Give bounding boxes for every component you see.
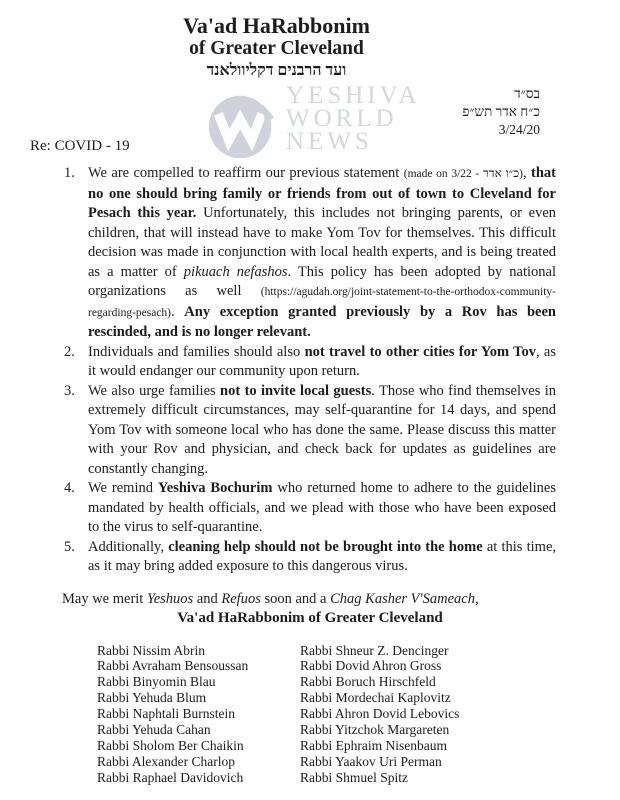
text-segment: Yeshuos xyxy=(146,590,194,607)
signatory-name: Rabbi Alexander Charlop xyxy=(97,753,235,769)
item-text xyxy=(88,479,556,538)
signatories-left xyxy=(97,643,300,786)
signatory-name: Rabbi Boruch Hirschfeld xyxy=(300,674,436,690)
item-number: 1. xyxy=(64,165,75,181)
text-segment: cleaning help should not be brought into the home xyxy=(168,538,483,555)
date-block xyxy=(462,85,540,139)
text-segment: May we merit xyxy=(62,590,147,607)
text-segment: כ״ו אדר xyxy=(482,166,520,180)
signatory-name: Rabbi Avraham Bensoussan xyxy=(97,658,249,674)
signatory-name: Rabbi Shneur Z. Dencinger xyxy=(300,642,449,658)
text-segment: soon and a xyxy=(260,590,331,607)
text-segment: Chag Kasher V'Sameach xyxy=(330,590,475,607)
item-text xyxy=(88,164,556,343)
signatory-name: Rabbi Yitzchok Margareten xyxy=(300,722,450,738)
signatory-name: Rabbi Dovid Ahron Gross xyxy=(300,658,442,674)
page-subtitle: of Greater Cleveland xyxy=(189,38,364,59)
signatory-name: Rabbi Sholom Ber Chaikin xyxy=(97,737,244,753)
signatories-columns xyxy=(97,643,620,786)
item-text xyxy=(88,343,556,382)
text-segment: . xyxy=(171,303,185,320)
text-segment: not travel to other cities for Yom Tov xyxy=(304,343,536,360)
text-segment: Individuals and families should also xyxy=(88,343,305,360)
watermark-line-1: YESHIVA xyxy=(286,82,421,109)
text-segment: pikuach nefashos xyxy=(183,263,288,280)
text-segment: not to invite local guests xyxy=(220,382,372,399)
gregorian-date: 3/24/20 xyxy=(498,122,540,137)
text-segment: at this time, as it may bring added exposure to this dangerous virus. xyxy=(88,538,557,574)
signature-line: Va'ad HaRabbonim of Greater Cleveland xyxy=(177,609,443,626)
text-segment: who returned home to adhere to the guidelines mandated by health officials, and we plead with those who have been exposed to the virus to self-quarantine. xyxy=(88,480,556,535)
page-title: Va'ad HaRabbonim xyxy=(183,13,370,38)
list-item xyxy=(64,382,556,480)
text-segment: . Those who find themselves in extremely difficult circumstances, may self-quarantine for 14 days, and spend Yom Tov with someone local who has done the same. Please discuss this matter with your Rov and physician, and check back for updates as guidelines are constantly changing. xyxy=(88,382,557,477)
watermark-line-2: WORLD xyxy=(286,105,398,132)
item-number: 4. xyxy=(64,480,75,496)
signatory-name: Rabbi Mordechai Kaplovitz xyxy=(300,690,451,706)
text-segment: , as it would endanger our community upon return. xyxy=(88,343,556,379)
list-item xyxy=(64,343,556,382)
signatory-name: Rabbi Binyomin Blau xyxy=(97,674,216,690)
text-segment: We remind xyxy=(88,480,158,496)
ywn-w-logo-icon xyxy=(208,91,278,168)
item-number: 5. xyxy=(64,538,75,555)
text-segment: Unfortunately, this includes not bringing parents, or even children, that will instead have to make Yom Tov for themselves. This difficult decision was made in conjunction with local health experts, and is being treated as a matter of xyxy=(88,205,556,280)
signatory-name: Rabbi Naphtali Burnstein xyxy=(97,706,235,722)
hebrew-date: כ״ח אדר תש״פ xyxy=(462,104,540,119)
signatory-name: Rabbi Yehuda Blum xyxy=(97,690,207,706)
text-segment: Refuos xyxy=(221,590,261,607)
list-item xyxy=(64,538,556,577)
text-segment: and xyxy=(193,590,222,607)
text-segment: (https://agudah.org/joint-statement-to-the-orthodox-community-regarding-pesach) xyxy=(88,286,556,319)
text-segment: Any exception granted previously by a Rov has been rescinded, and is no longer relevant. xyxy=(88,303,556,340)
watermark-line-3: NEWS xyxy=(286,128,373,155)
text-segment: , xyxy=(522,165,531,181)
text-segment: We are compelled to reaffirm our previous statement xyxy=(88,165,404,181)
covid-list xyxy=(64,164,556,577)
text-segment: Additionally, xyxy=(88,538,169,555)
signatory-name: Rabbi Ahron Dovid Lebovics xyxy=(300,706,460,722)
list-item xyxy=(64,479,556,538)
list-item xyxy=(64,164,556,343)
letterhead xyxy=(0,0,553,81)
text-segment: that no one should bring family or friends from out of town to Cleveland for Pesach this year. xyxy=(88,165,556,221)
signatory-name: Rabbi Ephraim Nisenbaum xyxy=(300,737,447,753)
ywn-watermark xyxy=(208,84,421,168)
text-segment: (made on 3/22 - xyxy=(403,168,483,180)
item-text xyxy=(88,382,556,480)
item-text xyxy=(88,538,556,577)
text-segment: ) xyxy=(519,168,523,180)
page-title-hebrew: ועד הרבנים דקליוולאנד xyxy=(206,62,347,79)
signatory-name: Rabbi Nissim Abrin xyxy=(97,642,206,658)
signatories-right xyxy=(300,643,560,786)
signatory-name: Rabbi Yaakov Uri Perman xyxy=(300,753,442,769)
bsd-line: בס״ד xyxy=(514,86,540,101)
text-segment: Yeshiva Bochurim xyxy=(157,480,273,496)
item-number: 2. xyxy=(64,343,75,360)
text-segment: . This policy has been adopted by national organizations as well xyxy=(88,263,556,299)
signatory-name: Rabbi Yehuda Cahan xyxy=(97,722,211,738)
subject-line: Re: COVID - 19 xyxy=(30,138,130,154)
closing-line xyxy=(62,590,556,609)
item-number: 3. xyxy=(64,382,75,399)
signatory-name: Rabbi Raphael Davidovich xyxy=(97,769,244,785)
signatory-name: Rabbi Shmuel Spitz xyxy=(300,769,408,785)
text-segment: We also urge families xyxy=(88,382,221,399)
text-segment: , xyxy=(474,590,479,607)
